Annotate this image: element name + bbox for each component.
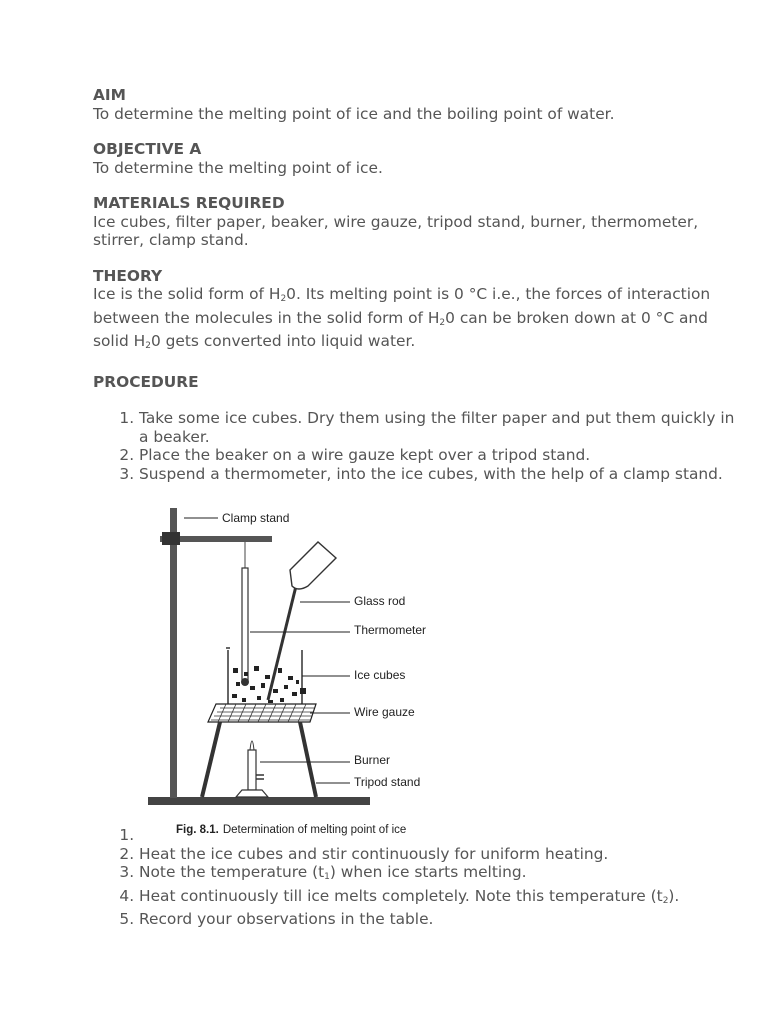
label-glass-rod: Glass rod [354,594,406,608]
materials-text: Ice cubes, filter paper, beaker, wire gauze, tripod stand, burner, thermometer, stirrer, clamp stand. [93,212,699,249]
list-item [139,863,743,887]
label-wire-gauze: Wire gauze [354,705,415,719]
tripod-leg [300,722,316,797]
procedure-heading: PROCEDURE [93,372,199,391]
subscript: 2 [439,317,446,328]
label-clamp-stand: Clamp stand [222,511,290,525]
step-text: ). [668,886,680,905]
list-item: 1. Take some ice cubes. Dry them using the filter paper and put them quickly in a beaker. [139,409,743,446]
burner [236,741,268,797]
thermometer-bulb [241,678,249,686]
wire-gauze [208,688,316,722]
clamp-rod [170,508,177,798]
theory-text-part: Ice is the solid form of H [93,285,281,303]
materials-heading: MATERIALS REQUIRED [93,194,285,212]
theory-heading: THEORY [93,266,163,285]
list-item: 2. Place the beaker on a wire gauze kept over a tripod stand. [139,446,743,465]
clamp-boss [162,532,180,545]
subscript: 2 [662,895,669,906]
theory-section [93,267,743,356]
step-text: Heat continuously till ice melts completely. Note this temperature (t [139,886,663,905]
list-item: 2. Heat the ice cubes and stir continuously for uniform heating. [139,845,743,864]
hand [290,542,336,589]
step-text: ) when ice starts melting. [329,863,527,881]
theory-text-part: 0 gets converted into liquid water. [150,332,416,350]
list-item [139,826,743,845]
list-item: 5. Record your observations in the table. [139,910,743,929]
theory-text [93,285,743,356]
figure-caption-text: Determination of melting point of ice [222,824,407,836]
procedure-section [93,373,743,484]
subscript: 1 [324,872,330,882]
glass-rod [268,582,297,700]
objective-section [93,140,743,177]
document-body [93,86,743,483]
figure-caption-number: Fig. 8.1. [176,824,219,836]
objective-text: To determine the melting point of ice. [93,158,383,177]
aim-section [93,86,743,123]
apparatus-figure [140,500,460,845]
materials-section [93,194,743,250]
label-ice-cubes: Ice cubes [354,668,406,682]
label-thermometer: Thermometer [354,623,427,637]
apparatus-diagram [140,500,460,845]
step-text: Note the temperature (t [139,863,325,881]
list-item [139,887,743,911]
base-plate [148,797,370,805]
label-burner: Burner [354,753,391,767]
theory-text-part: 0 can be broken down at 0 °C and solid H [93,308,708,350]
procedure-list [93,409,743,483]
thermometer-tube [242,568,248,680]
tripod-leg [202,722,220,797]
label-tripod-stand: Tripod stand [354,775,421,789]
procedure-list-continued [93,826,743,929]
objective-heading: OBJECTIVE A [93,140,202,158]
list-item: 3. Suspend a thermometer, into the ice cubes, with the help of a clamp stand. [139,465,743,484]
theory-text-part: 0. Its melting point is 0 °C i.e., the forces of interaction between the molecules in the solid form of H [93,285,711,327]
aim-text: To determine the melting point of ice and the boiling point of water. [93,104,615,123]
subscript: 2 [280,294,287,304]
subscript: 2 [145,341,151,351]
aim-heading: AIM [93,86,126,104]
